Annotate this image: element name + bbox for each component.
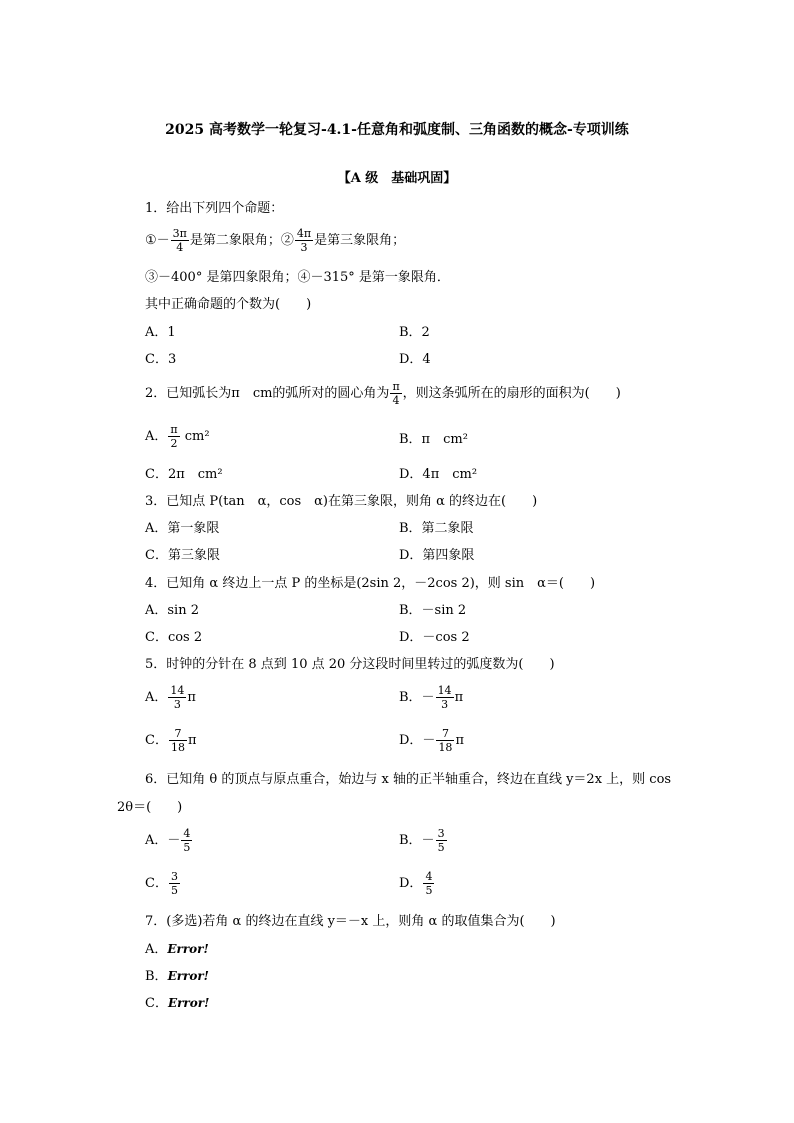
q6-option-d-denominator: 5 (425, 884, 433, 897)
q2-option-a-unit: cm² (184, 429, 210, 444)
q2-stem-a: 2．已知弧长为π cm的弧所对的圆心角为 (145, 386, 390, 401)
q2-option-a-denominator: 2 (170, 437, 178, 450)
q3-option-d: D．第四象限 (399, 548, 475, 563)
q1-p1-fraction (171, 227, 189, 254)
q1-p1-denominator: 4 (176, 241, 184, 254)
q6-stem-line2: 2θ＝( ) (117, 800, 183, 815)
q6-option-b-prefix: B．－ (399, 833, 435, 848)
q4-option-b: B．－sin 2 (399, 603, 467, 618)
q1-p2-denominator: 3 (300, 241, 308, 254)
q2-option-a-fraction (168, 423, 179, 450)
document-title: 2025 高考数学一轮复习-4.1-任意角和弧度制、三角函数的概念-专项训练 (165, 122, 629, 138)
q5-option-a-denominator: 3 (173, 698, 181, 711)
q1-p1-numerator: 3π (172, 227, 187, 240)
q5-option-a (145, 684, 196, 711)
q1-option-d: D．4 (399, 352, 431, 367)
q6-option-d-fraction (423, 870, 434, 897)
q1-p1-prefix: ①－ (145, 233, 170, 248)
q6-option-a-numerator: 4 (183, 827, 191, 840)
q5-option-d (399, 727, 464, 754)
q1-propositions-line (145, 227, 405, 254)
q6-option-a-fraction (181, 827, 192, 854)
q5-option-d-prefix: D．－ (399, 733, 436, 748)
q2-option-a (145, 423, 210, 450)
q3-option-b: B．第二象限 (399, 521, 474, 536)
q2-option-c: C．2π cm² (145, 467, 223, 482)
q7-option-b-error: Error! (167, 969, 209, 983)
q6-option-b (399, 827, 448, 854)
q5-option-c-denominator: 18 (170, 741, 185, 754)
q2-option-a-prefix: A． (145, 429, 168, 444)
q6-option-c-prefix: C． (145, 876, 168, 891)
q4-option-d: D．－cos 2 (399, 630, 470, 645)
q6-option-c (145, 870, 181, 897)
q5-option-d-pi: π (455, 733, 464, 748)
q2-stem-b: ，则这条弧所在的扇形的面积为( ) (402, 386, 621, 401)
q2-angle-numerator: π (392, 380, 400, 393)
q7-option-a (145, 941, 209, 958)
q4-option-a: A．sin 2 (145, 603, 199, 618)
q6-option-d (399, 870, 435, 897)
q5-option-c-fraction (169, 727, 187, 754)
q6-stem-line1: 6．已知角 θ 的顶点与原点重合，始边与 x 轴的正半轴重合，终边在直线 y＝2x 上，则 cos (145, 772, 672, 787)
q6-option-a (145, 827, 193, 854)
q6-option-c-fraction (169, 870, 180, 897)
q5-option-c (145, 727, 197, 754)
q5-option-d-numerator: 7 (436, 727, 454, 741)
q4-stem: 4．已知角 α 终边上一点 P 的坐标是(2sin 2，－2cos 2)，则 sin α＝( ) (145, 576, 596, 591)
q7-option-c (145, 995, 209, 1012)
q4-option-c: C．cos 2 (145, 630, 203, 645)
q6-option-a-prefix: A．－ (145, 833, 181, 848)
q5-option-c-pi: π (187, 733, 197, 748)
q7-option-c-prefix: C． (145, 996, 168, 1011)
q1-line3: ③－400° 是第四象限角；④－315° 是第一象限角． (145, 270, 450, 285)
q5-option-c-prefix: C． (145, 733, 168, 748)
q6-option-c-numerator: 3 (170, 870, 178, 883)
q6-option-b-fraction (436, 827, 447, 854)
q1-option-a: A．1 (145, 325, 176, 340)
q6-option-a-denominator: 5 (183, 841, 191, 854)
q1-p2-suffix: 是第三象限角； (314, 233, 406, 248)
q2-option-d: D．4π cm² (399, 467, 478, 482)
q5-option-a-numerator: 14 (170, 684, 185, 697)
q5-option-b-prefix: B．－ (399, 690, 435, 705)
q5-option-b (399, 684, 463, 711)
q5-option-c-numerator: 7 (169, 727, 187, 741)
q5-stem: 5．时钟的分针在 8 点到 10 点 20 分这段时间里转过的弧度数为( ) (145, 657, 555, 672)
q1-option-c: C．3 (145, 352, 177, 367)
q5-option-b-numerator: 14 (437, 684, 452, 697)
q1-ask: 其中正确命题的个数为( ) (145, 297, 312, 312)
q7-option-a-error: Error! (167, 942, 209, 956)
q5-option-b-fraction (436, 684, 454, 711)
q3-stem: 3．已知点 P(tan α，cos α)在第三象限，则角 α 的终边在( ) (145, 494, 538, 509)
q7-option-a-prefix: A． (145, 942, 168, 957)
q5-option-d-fraction (436, 727, 454, 754)
q5-option-a-prefix: A． (145, 690, 168, 705)
q1-p2-fraction (295, 227, 313, 254)
q1-option-b: B．2 (399, 325, 430, 340)
q5-option-b-denominator: 3 (441, 698, 449, 711)
q6-option-b-denominator: 5 (437, 841, 445, 854)
q7-option-b-prefix: B． (145, 969, 168, 984)
q2-option-b: B．π cm² (399, 432, 468, 447)
q6-option-c-denominator: 5 (170, 884, 178, 897)
q1-stem: 1．给出下列四个命题： (145, 201, 284, 216)
q5-option-b-pi: π (454, 690, 464, 705)
q1-p2-numerator: 4π (296, 227, 312, 240)
section-heading: 【A 级 基础巩固】 (337, 171, 457, 186)
q2-stem (145, 380, 621, 407)
q2-option-a-numerator: π (170, 423, 178, 436)
q6-option-b-numerator: 3 (437, 827, 445, 840)
q7-option-c-error: Error! (167, 996, 210, 1010)
q7-option-b (145, 968, 209, 985)
q3-option-c: C．第三象限 (145, 548, 220, 563)
q2-angle-fraction (390, 380, 401, 407)
q1-p1-suffix: 是第二象限角；② (189, 233, 294, 248)
q5-option-a-pi: π (187, 690, 196, 705)
q5-option-a-fraction (168, 684, 186, 711)
q6-option-d-numerator: 4 (425, 870, 433, 883)
q3-option-a: A．第一象限 (145, 521, 220, 536)
q5-option-d-denominator: 18 (438, 741, 453, 754)
q6-option-d-prefix: D． (399, 876, 423, 891)
q2-angle-denominator: 4 (392, 394, 400, 407)
q7-stem: 7．(多选)若角 α 的终边在直线 y＝－x 上，则角 α 的取值集合为( ) (145, 914, 556, 929)
